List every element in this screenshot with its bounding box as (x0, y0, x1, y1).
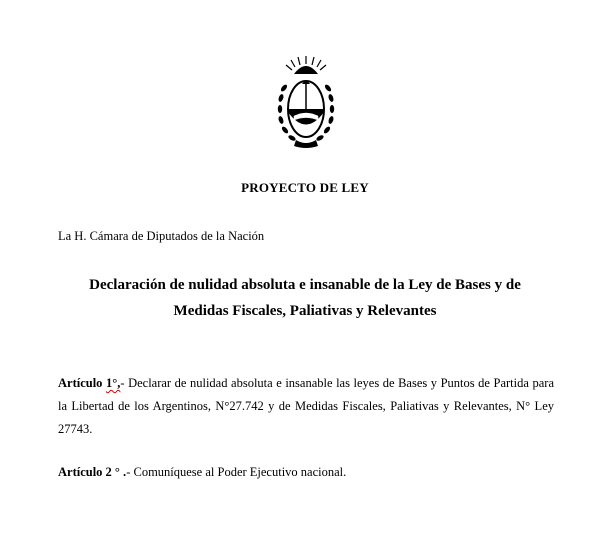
addressee-line: La H. Cámara de Diputados de la Nación (58, 229, 265, 243)
article-1-label-prefix: Artículo (58, 376, 106, 390)
argentina-coat-of-arms-icon (272, 54, 340, 154)
article-2 (58, 461, 554, 484)
article-2-text: - Comuníquese al Poder Ejecutivo nacional. (126, 465, 347, 479)
article-1-label-suffix: - (120, 376, 129, 390)
document-title: PROYECTO DE LEY (241, 180, 369, 195)
declaration-line-2: Medidas Fiscales, Paliativas y Relevantes (173, 303, 437, 319)
article-1-label (58, 376, 120, 390)
declaration-line-1: Declaración de nulidad absoluta e insanable de la Ley de Bases y de (89, 277, 521, 293)
article-2-label: Artículo 2 ° . (58, 465, 127, 479)
article-1 (58, 372, 554, 441)
article-1-text: Declarar de nulidad absoluta e insanable las leyes de Bases y Puntos de Partida para la Libertad de los Argentinos, N°27.742 y de Medidas Fiscales, Paliativas y Relevantes, N° Ley 27743. (58, 376, 554, 436)
article-1-label-marked: 1°, (105, 376, 121, 390)
declaration-heading (40, 272, 570, 324)
